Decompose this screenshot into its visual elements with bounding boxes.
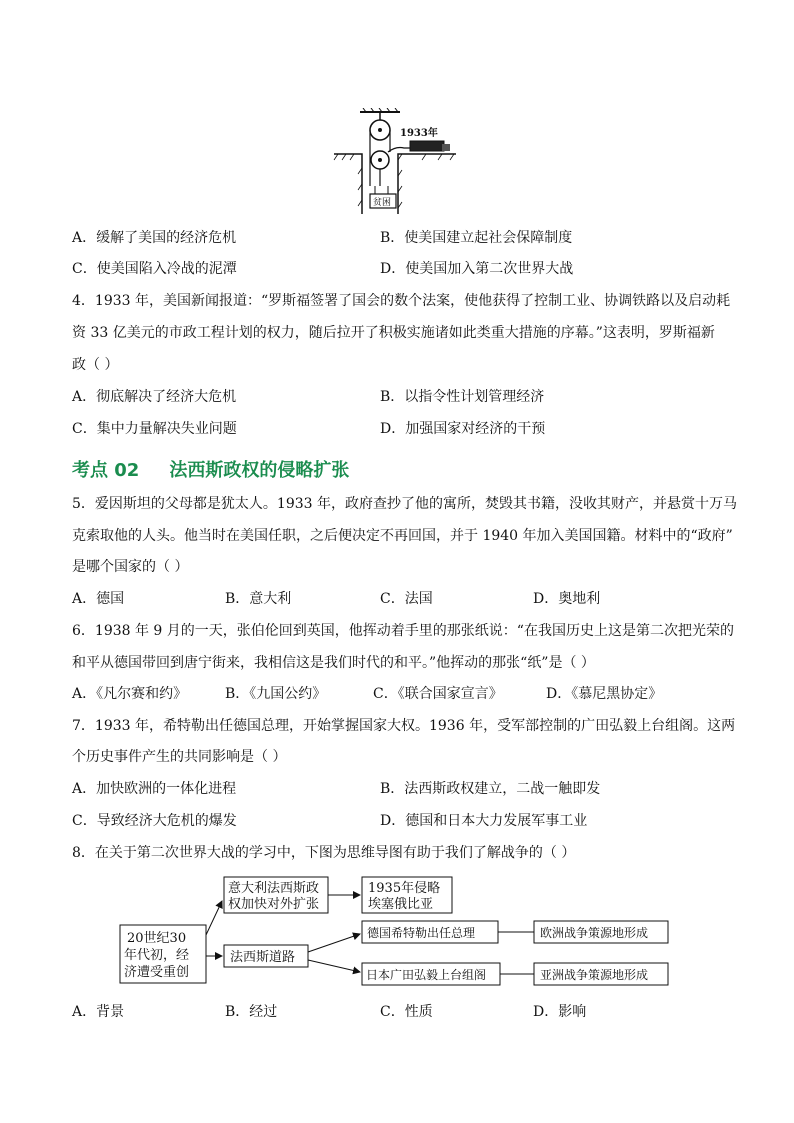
q8-option-a[interactable]: A．背景 (72, 1004, 125, 1020)
q5-option-b[interactable]: B．意大利 (225, 591, 292, 607)
section-number: 考点 02 (72, 460, 140, 481)
figure-weight-label: 贫困 (373, 198, 392, 208)
q4-stem-line-2: 资 33 亿美元的市政工程计划的权力，随后拉开了积极实施诸如此类重大措施的序幕。”这表明，罗斯福新 (72, 325, 715, 341)
mindmap-root-line-1: 20世纪30 (127, 931, 187, 946)
mindmap-hirota-label: 日本广田弘毅上台组阁 (366, 968, 487, 982)
q8-option-c[interactable]: C．性质 (380, 1004, 433, 1020)
q8-option-d[interactable]: D．影响 (533, 1004, 587, 1020)
q6-option-c[interactable]: C．《联合国家宣言》 (373, 686, 503, 702)
mindmap-root-line-2: 年代初，经 (124, 948, 190, 963)
q4-option-a[interactable]: A．彻底解决了经济大危机 (72, 389, 237, 405)
q4-option-d[interactable]: D．加强国家对经济的干预 (380, 421, 546, 437)
q4-option-c[interactable]: C．集中力量解决失业问题 (72, 421, 237, 437)
arrow-root-italy (206, 901, 222, 935)
q6-stem-line-1: 6．1938 年 9 月的一天，张伯伦回到英国，他挥动着手里的那张纸说：“在我国历史上这是第二次把光荣的 (72, 623, 734, 639)
q5-option-c[interactable]: C．法国 (380, 591, 433, 607)
q7-option-d[interactable]: D．德国和日本大力发展军事工业 (380, 813, 588, 829)
mindmap-italy-line-1: 意大利法西斯政 (228, 881, 320, 896)
q7-option-b[interactable]: B．法西斯政权建立，二战一触即发 (380, 781, 601, 797)
q5-stem-line-2: 克索取他的人头。他当时在美国任职，之后便决定不再回国，并于 1940 年加入美国国籍。材料中的“政府” (72, 528, 733, 544)
q5-option-a[interactable]: A．德国 (72, 591, 125, 607)
arrow-fascist-hitler (308, 934, 360, 952)
figure-year-label: 1933年 (400, 128, 438, 139)
mindmap-italy-line-2: 权加快对外扩张 (228, 897, 320, 912)
q6-option-d[interactable]: D．《慕尼黑协定》 (546, 686, 663, 702)
q4-stem-line-1: 4．1933 年，美国新闻报道：“罗斯福签署了国会的数个法案，使他获得了控制工业、协调铁路以及启动耗 (72, 293, 731, 309)
q6-stem-line-2: 和平从德国带回到唐宁街来，我相信这是我们时代的和平。”他挥动的那张“纸”是（ ） (72, 655, 595, 671)
q3-option-d[interactable]: D．使美国加入第二次世界大战 (380, 261, 574, 277)
q6-option-a[interactable]: A．《凡尔赛和约》 (72, 686, 188, 702)
q7-stem-line-1: 7．1933 年，希特勒出任德国总理，开始掌握国家大权。1936 年，受军部控制的广田弘毅上台组阁。这两 (72, 718, 736, 734)
section-title: 法西斯政权的侵略扩张 (169, 460, 350, 481)
q4-stem-line-3: 政（ ） (72, 357, 119, 373)
q5-option-d[interactable]: D．奥地利 (533, 591, 601, 607)
q7-stem-line-2: 个历史事件产生的共同影响是（ ） (72, 749, 287, 765)
arrow-fascist-hirota (308, 960, 360, 972)
q5-stem-line-1: 5．爱因斯坦的父母都是犹太人。1933 年，政府查抄了他的寓所，焚毁其书籍，没收其财产，并悬赏十万马 (72, 496, 737, 512)
mindmap-asia-label: 亚洲战争策源地形成 (540, 968, 649, 982)
q7-option-a[interactable]: A．加快欧洲的一体化进程 (72, 781, 237, 797)
q3-option-c[interactable]: C．使美国陷入冷战的泥潭 (72, 261, 237, 277)
q3-option-a[interactable]: A．缓解了美国的经济危机 (72, 230, 237, 246)
q8-option-b[interactable]: B．经过 (225, 1004, 278, 1020)
q4-option-b[interactable]: B．以指令性计划管理经济 (380, 389, 545, 405)
mindmap-hitler-label: 德国希特勒出任总理 (367, 926, 476, 940)
mindmap-ethiopia-line-2: 埃塞俄比亚 (368, 897, 434, 912)
mindmap-fascist-label: 法西斯道路 (230, 950, 296, 965)
mindmap-root-line-3: 济遭受重创 (124, 965, 190, 980)
mindmap-europe-label: 欧洲战争策源地形成 (540, 926, 649, 940)
q3-option-b[interactable]: B．使美国建立起社会保障制度 (380, 230, 573, 246)
mindmap-ethiopia-line-1: 1935年侵略 (368, 881, 441, 896)
q8-stem-line-1: 8．在关于第二次世界大战的学习中，下图为思维导图有助于我们了解战争的（ ） (72, 845, 576, 861)
q5-stem-line-3: 是哪个国家的（ ） (72, 559, 189, 575)
q6-option-b[interactable]: B．《九国公约》 (225, 686, 327, 702)
q7-option-c[interactable]: C．导致经济大危机的爆发 (72, 813, 237, 829)
